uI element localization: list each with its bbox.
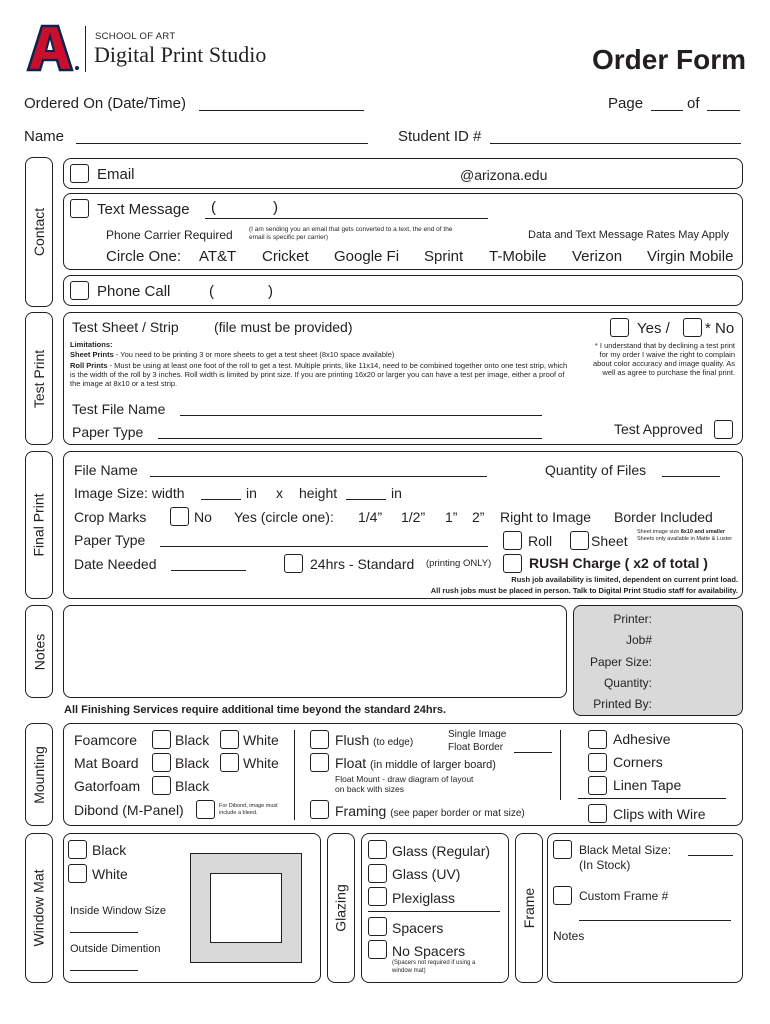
- ordered-on-label: Ordered On (Date/Time): [24, 95, 186, 112]
- of-label: of: [687, 95, 700, 112]
- clips-checkbox[interactable]: [588, 804, 607, 823]
- decline-disclaimer: * I understand that by declining a test print for my order I waive the right to complain about color accuracy and image quality. As well as agree to purchase the final print.: [592, 341, 735, 377]
- in-stock-label: (In Stock): [579, 858, 631, 872]
- corners-label: Corners: [613, 754, 663, 770]
- glass-regular-label: Glass (Regular): [392, 843, 491, 859]
- email-domain: @arizona.edu: [460, 167, 548, 183]
- studio-name: Digital Print Studio: [94, 42, 267, 67]
- gatorfoam-black-checkbox[interactable]: [152, 776, 171, 795]
- final-paper-type-label: Paper Type: [74, 532, 146, 548]
- spacers-note: (Spacers not required if using a window mat): [392, 960, 476, 974]
- plexiglass-label: Plexiglass: [392, 890, 456, 906]
- university-logo: [24, 24, 80, 72]
- quantity-field[interactable]: [662, 476, 720, 477]
- dibond-label: Dibond (M-Panel): [74, 802, 184, 818]
- phone-call-label: Phone Call: [97, 283, 171, 300]
- roll-prints-note: Roll Prints - Must be using at least one foot of the roll to get a test. Multiple prints, like 11x14, need to be combined together onto one test strip, which is the width of the roll by 3 inches. Roll width is limited by print size. If you are printing 16x20 or larger you can have a test per image, either a proof of the image at 8x10 or a test strip.: [70, 361, 568, 388]
- spacers-checkbox[interactable]: [368, 917, 387, 936]
- carrier-note: (I am sending you an email that gets converted to a text, the end of the email is specific per carrier): [249, 226, 453, 241]
- image-size-label: Image Size: width: [74, 485, 185, 501]
- spacers-label: Spacers: [392, 920, 444, 936]
- email-box: [63, 158, 743, 189]
- foamcore-white-label: White: [243, 732, 279, 748]
- email-label: Email: [97, 166, 135, 183]
- float-mount-note: Float Mount - draw diagram of layout on back with sizes: [335, 774, 474, 794]
- standard-label: 24hrs - Standard: [310, 556, 415, 572]
- printed-by-label: Printed By:: [593, 697, 652, 711]
- glazing-tab: Glazing: [327, 833, 355, 983]
- date-needed-field[interactable]: [171, 570, 246, 571]
- glass-uv-label: Glass (UV): [392, 866, 461, 882]
- dibond-checkbox[interactable]: [196, 800, 215, 819]
- call-paren-close: ): [268, 283, 273, 300]
- page-title: Order Form: [592, 44, 747, 75]
- contact-tab: Contact: [25, 157, 53, 307]
- roll-label: Roll: [528, 533, 553, 549]
- ordered-on-field[interactable]: [199, 110, 364, 111]
- carrier-virgin-mobile[interactable]: Virgin Mobile: [647, 248, 734, 265]
- paper-size-label: Paper Size:: [589, 655, 652, 669]
- foamcore-white-checkbox[interactable]: [220, 730, 239, 749]
- clips-label: Clips with Wire: [613, 806, 706, 822]
- date-needed-label: Date Needed: [74, 556, 157, 572]
- crop-size-quarter[interactable]: 1/4”: [358, 509, 383, 525]
- linen-tape-label: Linen Tape: [613, 777, 682, 793]
- email-checkbox[interactable]: [70, 164, 89, 183]
- corners-checkbox[interactable]: [588, 753, 607, 772]
- foamcore-black-checkbox[interactable]: [152, 730, 171, 749]
- height-label: height: [299, 485, 338, 501]
- limitations-label: Limitations:: [70, 340, 113, 349]
- test-file-name-label: Test File Name: [72, 401, 166, 417]
- student-id-label: Student ID #: [398, 128, 482, 145]
- matboard-black-checkbox[interactable]: [152, 753, 171, 772]
- single-image-label: Single Image: [448, 729, 507, 740]
- height-unit: in: [391, 485, 402, 501]
- student-id-field[interactable]: [490, 143, 741, 144]
- custom-frame-field[interactable]: [579, 920, 731, 921]
- crop-size-half[interactable]: 1/2”: [401, 509, 426, 525]
- float-border-label: Float Border: [448, 742, 504, 753]
- phone-call-checkbox[interactable]: [70, 281, 89, 300]
- no-spacers-label: No Spacers: [392, 943, 466, 959]
- times-sign: x: [276, 485, 283, 501]
- inside-window-field[interactable]: [70, 932, 138, 933]
- black-metal-size-field[interactable]: [688, 855, 733, 856]
- test-file-name-field[interactable]: [180, 415, 542, 416]
- test-sheet-label: Test Sheet / Strip: [72, 319, 179, 335]
- foamcore-label: Foamcore: [74, 732, 138, 748]
- crop-yes-label: Yes (circle one):: [234, 509, 334, 525]
- sheet-note: Sheet image size 8x10 and smaller Sheets only available in Matte & Luster: [637, 529, 733, 542]
- test-print-tab: Test Print: [25, 312, 53, 445]
- adhesive-label: Adhesive: [613, 731, 671, 747]
- test-paper-type-label: Paper Type: [72, 424, 144, 440]
- roll-checkbox[interactable]: [503, 531, 522, 550]
- finishing-note: All Finishing Services require additional time beyond the standard 24hrs.: [64, 704, 447, 716]
- name-label: Name: [24, 128, 65, 145]
- notes-tab: Notes: [25, 605, 53, 698]
- height-field[interactable]: [346, 499, 386, 500]
- file-name-field[interactable]: [150, 476, 487, 477]
- crop-size-one[interactable]: 1”: [445, 509, 458, 525]
- outside-dimension-label: Outside Dimention: [70, 943, 161, 955]
- job-label: Job#: [625, 633, 652, 647]
- test-approved-label: Test Approved: [614, 421, 703, 437]
- text-message-checkbox[interactable]: [70, 199, 89, 218]
- rush-note-1: Rush job availability is limited, dependent on current print load.: [511, 575, 738, 584]
- gatorfoam-black-label: Black: [175, 778, 210, 794]
- carrier-google-fi[interactable]: Google Fi: [334, 248, 400, 265]
- file-must-note: (file must be provided): [214, 319, 353, 335]
- school-name: SCHOOL OF ART: [95, 31, 176, 42]
- inside-window-label: Inside Window Size: [70, 905, 166, 917]
- test-no-label: * No: [705, 320, 735, 337]
- window-white-label: White: [92, 866, 128, 882]
- no-spacers-checkbox[interactable]: [368, 940, 387, 959]
- border-included[interactable]: Border Included: [614, 509, 713, 525]
- page-field[interactable]: [651, 110, 683, 111]
- crop-size-two[interactable]: 2”: [472, 509, 485, 525]
- page-total-field[interactable]: [707, 110, 740, 111]
- custom-frame-checkbox[interactable]: [553, 886, 572, 905]
- final-paper-type-field[interactable]: [160, 546, 488, 547]
- crop-no-label: No: [194, 509, 212, 525]
- rush-checkbox[interactable]: [503, 554, 522, 573]
- matboard-white-checkbox[interactable]: [220, 753, 239, 772]
- final-print-tab: Final Print: [25, 451, 53, 599]
- carrier-att[interactable]: AT&T: [199, 248, 237, 265]
- phone-paren-open: (: [211, 199, 216, 216]
- carrier-required-label: Phone Carrier Required: [106, 228, 233, 242]
- black-metal-checkbox[interactable]: [553, 840, 572, 859]
- framing-checkbox[interactable]: [310, 800, 329, 819]
- rush-label: RUSH Charge ( x2 of total ): [529, 555, 708, 571]
- mat-board-label: Mat Board: [74, 755, 139, 771]
- carrier-sprint[interactable]: Sprint: [424, 248, 464, 265]
- sheet-checkbox[interactable]: [570, 531, 589, 550]
- frame-tab: Frame: [515, 833, 543, 983]
- width-unit: in: [246, 485, 257, 501]
- window-mat-tab: Window Mat: [25, 833, 53, 983]
- frame-notes-label: Notes: [553, 929, 585, 943]
- test-paper-type-field[interactable]: [158, 438, 542, 439]
- carrier-cricket[interactable]: Cricket: [262, 248, 309, 265]
- window-white-checkbox[interactable]: [68, 864, 87, 883]
- foamcore-black-label: Black: [175, 732, 210, 748]
- mat-diagram: [190, 853, 302, 963]
- name-field[interactable]: [76, 143, 368, 144]
- notes-area[interactable]: [63, 605, 567, 698]
- printing-only-note: (printing ONLY): [426, 558, 492, 569]
- float-label: Float (in middle of larger board): [335, 755, 496, 771]
- float-checkbox[interactable]: [310, 753, 329, 772]
- matboard-white-label: White: [243, 755, 279, 771]
- staff-quantity-label: Quantity:: [603, 676, 652, 690]
- phone-paren-close: ): [273, 199, 278, 216]
- test-yes-label: Yes /: [637, 320, 670, 337]
- right-to-image[interactable]: Right to Image: [500, 509, 592, 525]
- flush-checkbox[interactable]: [310, 730, 329, 749]
- matboard-black-label: Black: [175, 755, 210, 771]
- flush-label: Flush (to edge): [335, 732, 414, 748]
- phone-number-field[interactable]: [205, 218, 488, 219]
- dibond-note: For Dibond, image must include a bleed.: [219, 803, 278, 816]
- call-paren-open: (: [209, 283, 214, 300]
- window-black-label: Black: [92, 842, 127, 858]
- framing-label: Framing (see paper border or mat size): [335, 803, 525, 819]
- test-yes-checkbox[interactable]: [610, 318, 629, 337]
- printer-label: Printer:: [613, 612, 652, 626]
- test-approved-checkbox[interactable]: [714, 420, 733, 439]
- glass-uv-checkbox[interactable]: [368, 864, 387, 883]
- glass-regular-checkbox[interactable]: [368, 840, 387, 859]
- black-metal-label: Black Metal Size:: [579, 843, 672, 857]
- linen-tape-checkbox[interactable]: [588, 776, 607, 795]
- width-field[interactable]: [201, 499, 241, 500]
- text-message-label: Text Message: [97, 201, 190, 218]
- rates-note: Data and Text Message Rates May Apply: [528, 229, 729, 241]
- quantity-label: Quantity of Files: [545, 462, 647, 478]
- carrier-verizon[interactable]: Verizon: [572, 248, 623, 265]
- carrier-t-mobile[interactable]: T-Mobile: [489, 248, 547, 265]
- plexiglass-checkbox[interactable]: [368, 887, 387, 906]
- circle-one-label: Circle One:: [106, 248, 182, 265]
- sheet-prints-note: Sheet Prints - You need to be printing 3 or more sheets to get a test sheet (8x10 space available): [70, 350, 395, 359]
- adhesive-checkbox[interactable]: [588, 730, 607, 749]
- page-label: Page: [608, 95, 644, 112]
- test-no-checkbox[interactable]: [683, 318, 702, 337]
- standard-checkbox[interactable]: [284, 554, 303, 573]
- float-border-field[interactable]: [514, 752, 552, 753]
- window-black-checkbox[interactable]: [68, 840, 87, 859]
- crop-no-checkbox[interactable]: [170, 507, 189, 526]
- gatorfoam-label: Gatorfoam: [74, 778, 141, 794]
- custom-frame-label: Custom Frame #: [579, 889, 669, 903]
- outside-dimension-field[interactable]: [70, 970, 138, 971]
- rush-note-2: All rush jobs must be placed in person. Talk to Digital Print Studio staff for availability.: [430, 586, 738, 595]
- file-name-label: File Name: [74, 462, 138, 478]
- crop-marks-label: Crop Marks: [74, 509, 147, 525]
- mounting-tab: Mounting: [25, 723, 53, 826]
- sheet-label: Sheet: [591, 533, 628, 549]
